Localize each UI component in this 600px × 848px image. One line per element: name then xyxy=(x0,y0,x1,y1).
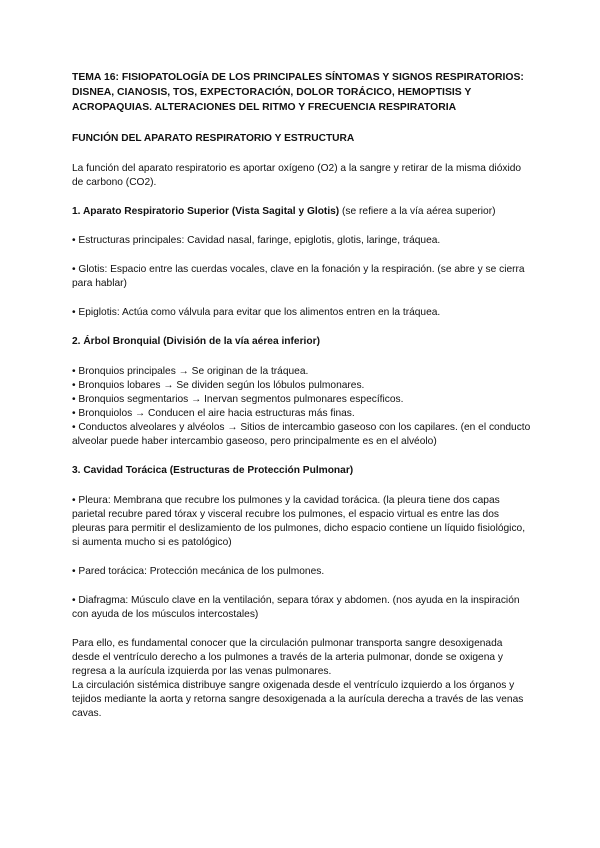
closing-pulmonary: Para ello, es fundamental conocer que la circulación pulmonar transporta sangre desoxigenada desde el ventrículo derecho a los pulmones a través de la arteria pulmonar, donde se oxigena y regresa a la aurícula izquierda por las venas pulmonares. xyxy=(72,637,503,677)
s2-bullet-lobares: • Bronquios lobares → Se dividen según los lóbulos pulmonares. xyxy=(72,379,365,391)
closing-paragraphs xyxy=(72,637,532,721)
s3-bullet-diafragma: • Diafragma: Músculo clave en la ventilación, separa tórax y abdomen. (nos ayuda en la inspiración con ayuda de los músculos intercostales) xyxy=(72,594,520,620)
s1-heading-note: (se refiere a la vía aérea superior) xyxy=(339,205,496,217)
s3-bullet-pared: • Pared torácica: Protección mecánica de los pulmones. xyxy=(72,565,325,577)
s3-heading: 3. Cavidad Torácica (Estructuras de Protección Pulmonar) xyxy=(72,464,354,476)
s3-bullet-pleura: • Pleura: Membrana que recubre los pulmones y la cavidad torácica. (la pleura tiene dos capas parietal recubre pared tórax y visceral recubre los pulmones, el espacio virtual es entre las dos pleuras para permitir el deslizamiento de los pulmones, dicho espacio contiene un líquido fisiológico, si aumenta mucho si es patológico) xyxy=(72,494,526,548)
document-page xyxy=(72,70,532,721)
s2-bullet-alveolos: • Conductos alveolares y alvéolos → Sitios de intercambio gaseoso con los capilares. (en el conducto alveolar puede haber intercambio gaseoso, pero principalmente es en el alvéolo) xyxy=(72,421,531,447)
s2-heading: 2. Árbol Bronquial (División de la vía aérea inferior) xyxy=(72,335,320,347)
document-title: TEMA 16: FISIOPATOLOGÍA DE LOS PRINCIPALES SÍNTOMAS Y SIGNOS RESPIRATORIOS: DISNEA, CIANOSIS, TOS, EXPECTORACIÓN, DOLOR TORÁCICO, HEMOPTISIS Y ACROPAQUIAS. ALTERACIONES DEL RITMO Y FRECUENCIA RESPIRATORIA xyxy=(72,72,524,114)
s2-bullet-segmentarios: • Bronquios segmentarios → Inervan segmentos pulmonares específicos. xyxy=(72,393,404,405)
closing-systemic: La circulación sistémica distribuye sangre oxigenada desde el ventrículo izquierdo a los órganos y tejidos mediante la aorta y retorna sangre desoxigenada a la aurícula derecha a través de las venas cavas. xyxy=(72,679,524,719)
s1-bullet-epiglotis: • Epiglotis: Actúa como válvula para evitar que los alimentos entren en la tráquea. xyxy=(72,306,441,318)
s2-bullet-bronquiolos: • Bronquiolos → Conducen el aire hacia estructuras más finas. xyxy=(72,407,355,419)
s1-bullet-structures: • Estructuras principales: Cavidad nasal, faringe, epiglotis, glotis, laringe, tráquea. xyxy=(72,234,441,246)
section-heading: FUNCIÓN DEL APARATO RESPIRATORIO Y ESTRUCTURA xyxy=(72,132,355,144)
s1-heading: 1. Aparato Respiratorio Superior (Vista Sagital y Glotis) xyxy=(72,205,340,217)
s2-bullet-list xyxy=(72,365,532,449)
s1-bullet-glotis: • Glotis: Espacio entre las cuerdas vocales, clave en la fonación y la respiración. (se abre y se cierra para hablar) xyxy=(72,263,525,289)
s1-heading-line xyxy=(72,205,532,219)
s2-bullet-principales: • Bronquios principales → Se originan de la tráquea. xyxy=(72,365,309,377)
intro-paragraph: La función del aparato respiratorio es aportar oxígeno (O2) a la sangre y retirar de la misma dióxido de carbono (CO2). xyxy=(72,162,522,188)
